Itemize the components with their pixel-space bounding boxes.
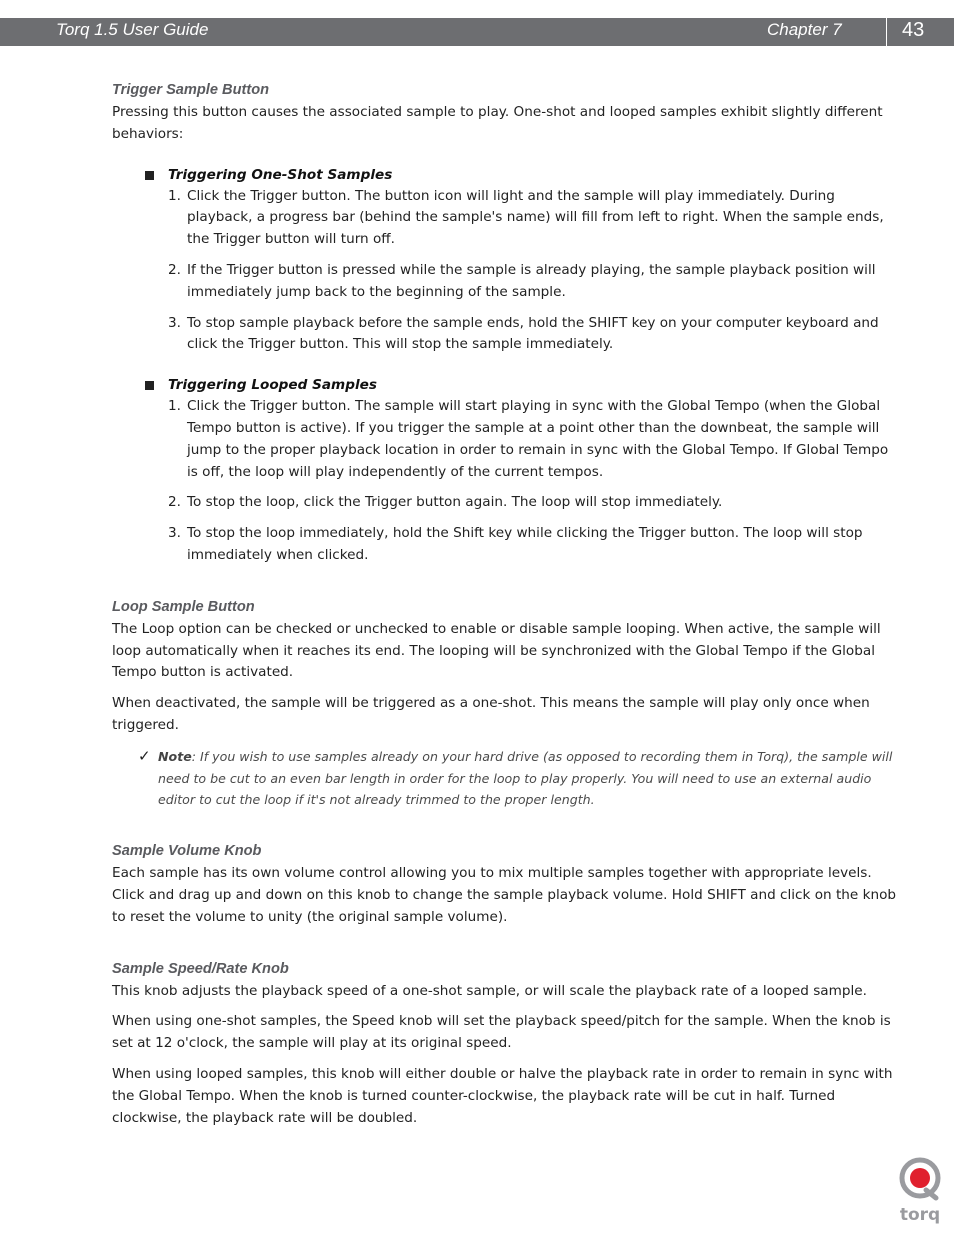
list-item-text: To stop the loop immediately, hold the Shift key while clicking the Trigger button. The loop will stop immediately when clicked.	[187, 525, 863, 563]
torq-logo	[896, 1156, 944, 1226]
list-item-text: If the Trigger button is pressed while the sample is already playing, the sample playback position will immediately jump back to the beginning of the sample.	[187, 261, 876, 300]
square-bullet-icon	[145, 381, 154, 390]
list-item	[112, 260, 900, 304]
page-header	[0, 18, 954, 46]
list-item-text: To stop sample playback before the sample ends, hold the SHIFT key on your computer keyboard and click the Trigger button. This will stop the sample immediately.	[187, 314, 879, 353]
list-item	[112, 186, 900, 251]
note-label: Note	[158, 748, 192, 764]
checkmark-icon: ✓	[138, 746, 151, 765]
list-item	[112, 523, 900, 567]
list-item	[112, 492, 900, 514]
loop-paragraph-2: When deactivated, the sample will be triggered as a one-shot. This means the sample will play only once when triggered.	[112, 695, 870, 733]
list-number: 2.	[168, 494, 181, 511]
page-content	[112, 80, 900, 1129]
list-number: 2.	[168, 261, 181, 278]
volume-paragraph: Each sample has its own volume control allowing you to mix multiple samples together with appropriate levels. Click and drag up and down on this knob to change the sample playback volume. Hold SHIFT and click on the knob to reset the volume to unity (the original sample volume).	[112, 865, 897, 925]
list-item	[112, 396, 900, 483]
list-number: 3.	[168, 525, 181, 542]
loop-paragraph-1: The Loop option can be checked or unchecked to enable or disable sample looping. When active, the sample will loop automatically when it reaches its end. The looping will be synchronized with the Global Tempo if the Global Tempo button is activated.	[112, 620, 881, 681]
chapter-label: Chapter 7	[767, 20, 842, 39]
speed-paragraph-2: When using one-shot samples, the Speed knob will set the playback speed/pitch for the sample. When the knob is set at 12 o'clock, the sample will play at its original speed.	[112, 1013, 891, 1052]
section-heading-trigger: Trigger Sample Button	[112, 82, 270, 98]
subheading-oneshot	[168, 165, 900, 186]
section-heading-speed: Sample Speed/Rate Knob	[112, 960, 289, 977]
section-heading-volume: Sample Volume Knob	[112, 843, 262, 860]
list-number: 1.	[168, 187, 181, 204]
trigger-intro: Pressing this button causes the associated sample to play. One-shot and looped samples exhibit slightly different behaviors:	[112, 104, 883, 142]
note-text: : If you wish to use samples already on your hard drive (as opposed to recording them in Torq), the sample will need to be cut to an even bar length in order for the loop to play properly. You will need to use an external audio editor to cut the loop if it's not already trimmed to the proper length.	[158, 748, 893, 808]
header-divider	[886, 18, 887, 46]
speed-paragraph-1: This knob adjusts the playback speed of a one-shot sample, or will scale the playback rate of a looped sample.	[112, 982, 867, 999]
subheading-looped	[168, 375, 900, 396]
subheading-oneshot-label: Triggering One-Shot Samples	[168, 166, 393, 183]
subheading-looped-label: Triggering Looped Samples	[168, 377, 377, 394]
oneshot-list	[112, 186, 900, 357]
speed-paragraph-3: When using looped samples, this knob will either double or halve the playback rate in order to remain in sync with the Global Tempo. When the knob is turned counter-clockwise, the playback rate will be cut in half. Turned clockwise, the playback rate will be doubled.	[112, 1065, 893, 1126]
looped-list	[112, 396, 900, 567]
list-item-text: Click the Trigger button. The sample will start playing in sync with the Global Tempo (when the Global Tempo button is active). If you trigger the sample at a point other than the downbeat, the sample will jump to the proper playback location in order to remain in sync with the Global Tempo. If Global Tempo is off, the loop will play independently of the current tempos.	[187, 398, 889, 480]
section-heading-loop: Loop Sample Button	[112, 598, 255, 615]
square-bullet-icon	[145, 171, 154, 180]
list-item-text: Click the Trigger button. The button icon will light and the sample will play immediately. During playback, a progress bar (behind the sample's name) will fill from left to right. When the sample ends, the Trigger button will turn off.	[187, 187, 884, 248]
list-item	[112, 313, 900, 357]
list-item-text: To stop the loop, click the Trigger button again. The loop will stop immediately.	[187, 494, 723, 511]
guide-title: Torq 1.5 User Guide	[56, 20, 209, 39]
list-number: 1.	[168, 398, 181, 415]
page-number: 43	[902, 19, 925, 41]
note-box	[112, 746, 900, 811]
list-number: 3.	[168, 314, 181, 331]
logo-text: torq	[899, 1205, 941, 1225]
